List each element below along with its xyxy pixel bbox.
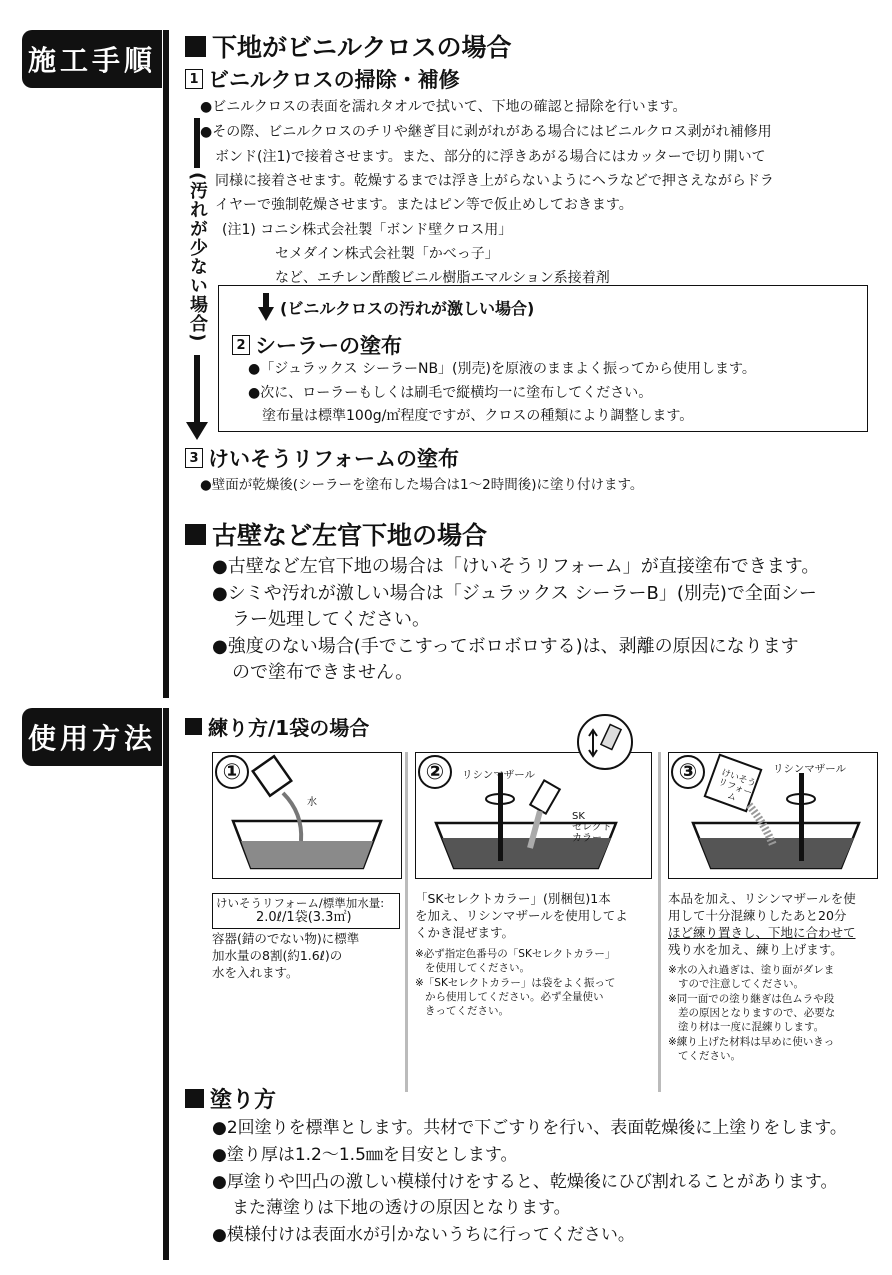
panel2-line: くかき混ぜます。 [415,925,515,940]
flow-arrow-line [194,118,200,168]
step-number: ① [215,755,249,789]
arrow-down-icon [258,293,274,321]
step1-note: (注1) コニシ株式会社製「ボンド壁クロス用」 [222,222,513,238]
step1-line: ●ビニルクロスの表面を濡れタオルで拭いて、下地の確認と掃除を行います。 [200,99,687,115]
mixing-panel-1 [212,752,402,879]
panel3-note: てください。 [678,1050,741,1062]
step1-note: など、エチレン酢酸ビニル樹脂エマルション系接着剤 [275,270,610,286]
apply-line: ●2回塗りを標準とします。共材で下ごすりを行い、表面乾燥後に上塗りをします。 [212,1118,847,1138]
panel3-note: ※水の入れ過ぎは、塗り面がダレま [668,964,835,976]
water-ratio-line: 2.0ℓ/1袋(3.3㎡) [256,910,352,925]
bag-label: けいそう リフォーム [716,767,758,804]
bucket-water-illustration [213,753,401,878]
water-ratio-line: けいそうリフォーム/標準加水量: [216,896,385,910]
step2-line: ●次に、ローラーもしくは刷毛で縦横均一に塗布してください。 [248,385,653,401]
step1-line: ボンド(注1)で接着させます。また、部分的に浮きあがる場合にはカッターで切り開いて [215,149,766,165]
panel3-note: すので注意してください。 [678,978,804,990]
sk-label: SK セレクト カラー [572,811,612,844]
panel3-note: 塗り材は一度に混練りします。 [678,1021,825,1033]
panel1-line: 容器(錆のでない物)に標準 [212,931,360,946]
branch-label: (ビニルクロスの汚れが激しい場合) [280,299,535,318]
panel3-line: 用して十分混練りしたあと20分 [668,908,847,923]
panel3-note: ※同一面での塗り継ぎは色ムラや段 [668,993,835,1005]
panel2-note: ※「SKセレクトカラー」は袋をよく振って [415,977,616,989]
panel1-line: 加水量の8割(約1.6ℓ)の [212,948,343,963]
plaster-line: ラー処理してください。 [232,609,430,630]
apply-line: ●模様付けは表面水が引かないうちに行ってください。 [212,1225,635,1245]
apply-line: ●塗り厚は1.2〜1.5㎜を目安とします。 [212,1145,518,1165]
step-number: ③ [671,755,705,789]
mixing-panel-3 [668,752,878,879]
panel3-note: 差の原因となりますので、必要な [678,1007,836,1019]
plaster-line: ●シミや汚れが激しい場合は「ジュラックス シーラーB」(別売)で全面シー [212,583,817,604]
plaster-line: ので塗布できません。 [232,662,414,683]
panel3-line: ほど練り置きし、下地に合わせて [668,925,856,940]
plaster-line: ●古壁など左官下地の場合は「けいそうリフォーム」が直接塗布できます。 [212,556,820,577]
shake-bag-icon [575,712,635,772]
step3-title: 3 けいそうリフォームの塗布 [185,443,459,473]
flow-arrow-line [194,355,200,425]
step2-line: ●「ジュラックス シーラーNB」(別売)を原液のままよく振ってから使用します。 [248,361,756,377]
plaster-heading: 古壁など左官下地の場合 [185,516,487,552]
panel-divider [658,752,661,1092]
mixing-heading: 練り方/1袋の場合 [185,712,369,741]
apply-heading: 塗り方 [185,1083,276,1114]
step1-note: セメダイン株式会社製「かべっ子」 [275,246,499,262]
divider-procedure [163,30,169,698]
step-number: ② [418,755,452,789]
water-label: 水 [307,797,317,808]
apply-line: また薄塗りは下地の透けの原因となります。 [232,1198,571,1218]
mixer-label: リシンマザール [462,769,536,781]
tab-procedure: 施工手順 [22,30,162,88]
panel3-line: 本品を加え、リシンマザールを使 [668,891,856,906]
step1-line: ●その際、ビニルクロスのチリや継ぎ目に剥がれがある場合にはビニルクロス剥がれ補修用 [200,124,772,140]
apply-line: ●厚塗りや凹凸の激しい模様付けをすると、乾燥後にひび割れることがあります。 [212,1172,838,1192]
step3-line: ●壁面が乾燥後(シーラーを塗布した場合は1〜2時間後)に塗り付けます。 [200,477,644,493]
side-label: (汚れが少ない場合) [187,172,208,343]
mixer-label: リシンマザール [773,763,847,775]
tab-usage: 使用方法 [22,708,162,766]
panel-divider [405,752,408,1092]
panel2-note: を使用してください。 [425,962,530,974]
divider-usage [163,708,169,1260]
panel2-note: きってください。 [425,1005,509,1017]
panel3-note: ※練り上げた材料は早めに使いきっ [668,1036,835,1048]
panel1-line: 水を入れます。 [212,965,299,980]
vinyl-heading: 下地がビニルクロスの場合 [185,28,512,64]
panel2-note: から使用してください。必ず全量使い [425,991,604,1003]
step1-line: イヤーで強制乾燥させます。またはピン等で仮止めしておきます。 [215,197,633,213]
panel2-line: 「SKセレクトカラー」(別梱包)1本 [415,891,611,906]
panel2-note: ※必ず指定色番号の「SKセレクトカラー」 [415,948,616,960]
panel2-line: を加え、リシンマザールを使用してよ [415,908,628,923]
arrow-down-icon [186,422,208,440]
step1-line: 同様に接着させます。乾燥するまでは浮き上がらないようにヘラなどで押さえながらドラ [215,173,774,189]
plaster-line: ●強度のない場合(手でこすってボロボロする)は、剥離の原因になります [212,636,799,657]
step1-title: 1 ビニルクロスの掃除・補修 [185,64,460,94]
step2-title: 2 シーラーの塗布 [232,330,402,360]
panel3-line: 残り水を加え、練り上げます。 [668,942,843,957]
step2-line: 塗布量は標準100g/㎡程度ですが、クロスの種類により調整します。 [262,408,694,424]
